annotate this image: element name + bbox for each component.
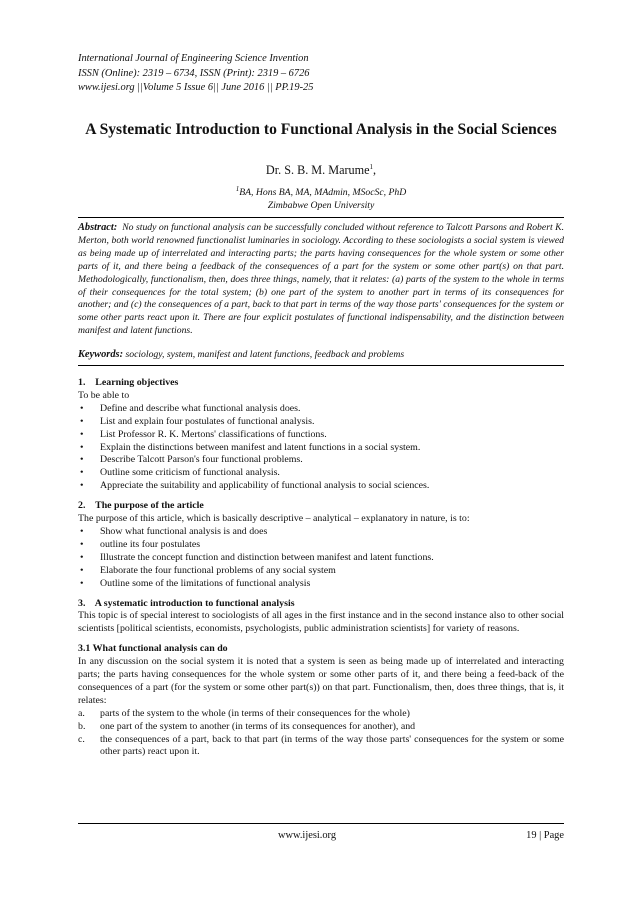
author-name: Dr. S. B. M. Marume — [265, 163, 370, 178]
bullet-icon: • — [80, 467, 84, 479]
section-heading: 1. Learning objectives — [78, 377, 179, 388]
section-intro: To be able to — [78, 389, 130, 401]
top-rule — [78, 217, 564, 218]
author-line — [78, 163, 564, 178]
bullet-icon: • — [80, 564, 84, 576]
keywords — [78, 349, 564, 360]
author-suffix: , — [373, 163, 377, 178]
list-item: • Appreciate the suitability and applicability of functional analysis to social sciences. — [80, 480, 430, 492]
journal-issn: ISSN (Online): 2319 – 6734, ISSN (Print): 2319 – 6726 — [78, 67, 310, 79]
affil-institution: Zimbabwe Open University — [267, 199, 375, 211]
bullet-icon: • — [80, 577, 84, 589]
section-paragraph: In any discussion on the social system it is noted that a system is seen as being made up of interrelated and interacting parts; the parts having consequences for the whole system or some other parts of it, and there being a feed-back of the consequences of a part (for the system or some other part(s)) on that part. Functionalism, then, does three things, that is, it relates: — [78, 656, 564, 706]
list-item: • Outline some of the limitations of functional analysis — [80, 577, 311, 589]
bullet-icon: • — [80, 415, 84, 427]
page-number: 19 | Page — [526, 830, 564, 841]
list-item: • Describe Talcott Parson's four functional problems. — [80, 454, 303, 466]
list-item: • List and explain four postulates of functional analysis. — [80, 415, 315, 427]
list-item: b. one part of the system to another (in terms of its consequences for another), and — [78, 720, 416, 732]
journal-header — [78, 52, 313, 96]
subsection-heading: 3.1 What functional analysis can do — [78, 643, 228, 655]
affil-degrees: BA, Hons BA, MA, MAdmin, MSocSc, PhD — [239, 187, 407, 199]
list-item: • Illustrate the concept function and distinction between manifest and latent functions. — [80, 551, 434, 563]
list-item: • Outline some criticism of functional analysis. — [80, 467, 280, 479]
paper-body — [78, 377, 564, 759]
bottom-rule — [78, 365, 564, 366]
list-item: c. the consequences of a part, back to that part (in terms of the way those parts' consequences for the system or some other parts) react upon it. — [78, 733, 564, 758]
abstract-label: Abstract: — [78, 222, 118, 233]
bullet-icon: • — [80, 538, 84, 550]
author-affiliation — [78, 183, 564, 212]
section-heading: 2. The purpose of the article — [78, 500, 204, 512]
list-item: • Elaborate the four functional problems of any social system — [80, 564, 336, 576]
list-item: • Explain the distinctions between manifest and latent functions in a social system. — [80, 441, 421, 453]
abstract-text: No study on functional analysis can be successfully concluded without reference to Talcott Parsons and Robert K. Merton, both world renowned functionalist luminaries in sociology. According to these sociologists a social system is viewed as being made up of interrelated and interacting parts; the parts having consequences for the whole system or some other parts of it, and there being a feedback of the consequences of a part for the system or some other part(s) on that part. Methodologically, functionalism, then, does three things, namely, that it relates: (a) parts of the system to the whole in terms of their consequences for the total system; (b) one part of the system to another part in terms of its consequences for another; and (c) the consequences of a part, back to that part in terms of the way those parts' consequences for the system or some other parts react upon it. There are four explicit postulates of functional indispensability, and the distinction between manifest and latent functions. — [78, 222, 565, 337]
purpose-list — [78, 526, 564, 591]
keywords-label: Keywords: — [78, 349, 124, 360]
list-item: • Define and describe what functional analysis does. — [80, 402, 301, 414]
bullet-icon: • — [80, 551, 84, 563]
section-paragraph: This topic is of special interest to sociologists of all ages in the first instance and in the second instance also to other social scientists [political scientists, economists, psychologists, public administration scientists] for variety of reasons. — [78, 610, 564, 635]
bullet-icon: • — [80, 454, 84, 466]
list-item: • List Professor R. K. Mertons' classifications of functions. — [80, 428, 327, 440]
affil-sup: 1 — [235, 185, 240, 193]
relates-list — [78, 708, 564, 760]
footer-url[interactable]: www.ijesi.org — [278, 830, 337, 841]
journal-name: International Journal of Engineering Science Invention — [78, 53, 309, 64]
list-item: a. parts of the system to the whole (in terms of their consequences for the whole) — [78, 707, 410, 719]
author-sup: 1 — [369, 163, 374, 171]
keywords-text: sociology, system, manifest and latent functions, feedback and problems — [125, 349, 405, 360]
journal-volume: www.ijesi.org ||Volume 5 Issue 6|| June 2016 || PP.19-25 — [78, 82, 314, 93]
section-intro: The purpose of this article, which is basically descriptive – analytical – explanatory in nature, is to: — [78, 513, 470, 525]
bullet-icon: • — [80, 428, 84, 440]
footer-rule — [78, 823, 564, 824]
paper-title: A Systematic Introduction to Functional Analysis in the Social Sciences — [85, 121, 557, 138]
bullet-icon: • — [80, 441, 84, 453]
list-item: • outline its four postulates — [80, 538, 201, 550]
bullet-icon: • — [80, 525, 84, 537]
objectives-list — [78, 403, 564, 493]
list-item: • Show what functional analysis is and does — [80, 525, 268, 537]
section-heading: 3. A systematic introduction to functional analysis — [78, 597, 295, 609]
abstract — [78, 222, 564, 338]
bullet-icon: • — [80, 402, 84, 414]
bullet-icon: • — [80, 480, 84, 492]
